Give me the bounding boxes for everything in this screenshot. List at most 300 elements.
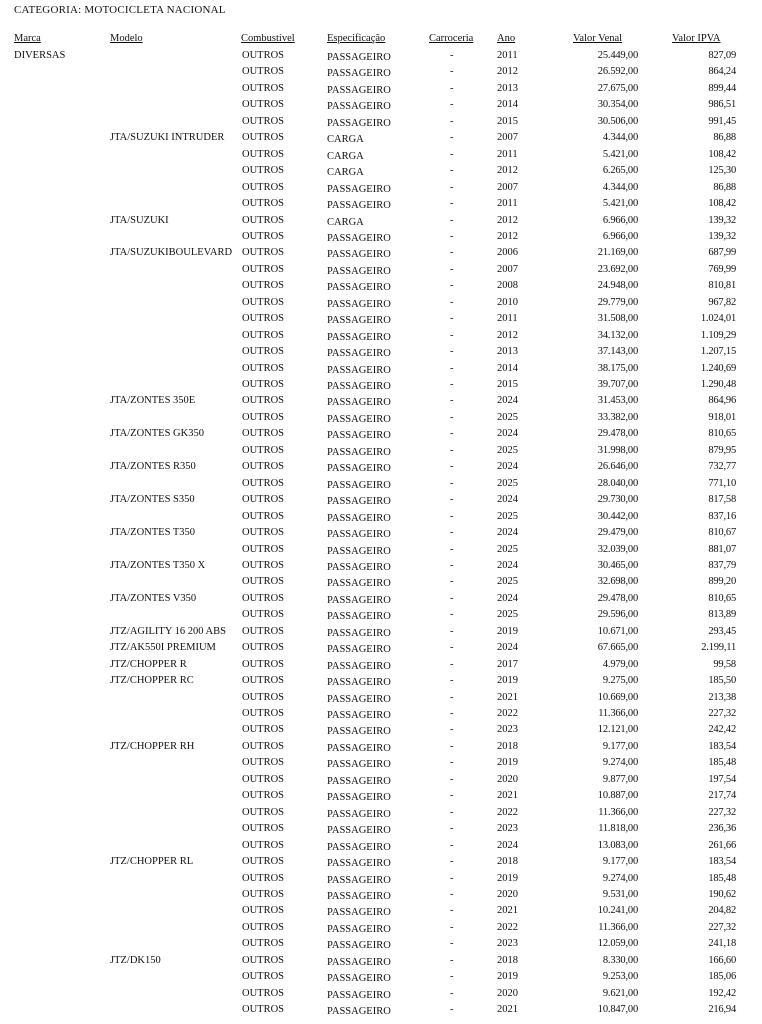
cell-especificacao: PASSAGEIRO (327, 989, 391, 1001)
table-row (0, 116, 762, 133)
cell-carroceria: - (450, 280, 454, 292)
cell-valor-venal: 9.177,00 (602, 856, 638, 868)
cell-ano: 2020 (497, 888, 518, 900)
cell-especificacao: PASSAGEIRO (327, 413, 391, 425)
cell-combustivel: OUTROS (242, 823, 285, 835)
cell-carroceria: - (450, 395, 454, 407)
table-row (0, 873, 762, 890)
cell-modelo: JTA/SUZUKI INTRUDER (110, 132, 225, 144)
cell-especificacao: PASSAGEIRO (327, 710, 391, 721)
cell-valor-venal: 24.948,00 (597, 280, 638, 292)
cell-valor-ipva: 192,42 (708, 987, 736, 999)
cell-especificacao: PASSAGEIRO (327, 561, 391, 573)
cell-valor-venal: 6.966,00 (602, 214, 638, 226)
cell-ano: 2022 (497, 708, 518, 719)
cell-valor-ipva: 967,82 (708, 296, 736, 308)
cell-carroceria: - (450, 888, 454, 900)
table-row (0, 412, 762, 429)
cell-carroceria: - (450, 708, 454, 719)
cell-carroceria: - (450, 115, 454, 127)
cell-combustivel: OUTROS (242, 708, 285, 719)
cell-valor-venal: 32.039,00 (597, 543, 638, 555)
cell-ano: 2013 (497, 346, 518, 358)
cell-ano: 2019 (497, 675, 518, 687)
cell-valor-ipva: 837,16 (708, 510, 736, 522)
table-row (0, 50, 762, 67)
cell-valor-venal: 11.366,00 (598, 806, 638, 818)
cell-modelo: JTZ/AGILITY 16 200 ABS (110, 625, 226, 637)
header-ano: Ano (497, 33, 516, 44)
header-especificacao: Especificação (327, 33, 386, 44)
cell-combustivel: OUTROS (242, 592, 285, 604)
cell-especificacao: PASSAGEIRO (327, 232, 391, 244)
cell-valor-ipva: 108,42 (708, 198, 736, 210)
cell-carroceria: - (450, 477, 454, 489)
cell-ano: 2024 (497, 494, 518, 506)
table-row (0, 379, 762, 396)
cell-valor-venal: 4.344,00 (602, 132, 638, 144)
cell-ano: 2023 (497, 724, 518, 736)
cell-especificacao: PASSAGEIRO (327, 249, 391, 261)
cell-ano: 2012 (497, 230, 518, 242)
cell-combustivel: OUTROS (242, 872, 285, 884)
cell-valor-venal: 39.707,00 (597, 379, 638, 390)
cell-especificacao: PASSAGEIRO (327, 496, 391, 508)
cell-valor-ipva: 227,32 (708, 708, 736, 719)
cell-combustivel: OUTROS (242, 740, 285, 752)
cell-especificacao: CARGA (327, 134, 364, 146)
header-carroceria: Carroceria (429, 33, 474, 44)
cell-carroceria: - (450, 428, 454, 440)
table-row (0, 395, 762, 412)
cell-especificacao: PASSAGEIRO (327, 84, 391, 96)
table-row (0, 593, 762, 610)
cell-valor-venal: 29.478,00 (597, 428, 638, 440)
cell-valor-venal: 4.344,00 (602, 181, 638, 193)
cell-valor-ipva: 241,18 (708, 938, 736, 950)
header-combustivel: Combustível (241, 33, 295, 44)
table-row (0, 297, 762, 314)
cell-ano: 2011 (497, 313, 518, 325)
cell-valor-venal: 9.177,00 (602, 740, 638, 752)
cell-valor-ipva: 197,54 (708, 773, 736, 785)
cell-valor-venal: 30.506,00 (597, 115, 638, 127)
table-row (0, 905, 762, 922)
cell-ano: 2007 (497, 181, 518, 193)
cell-ano: 2018 (497, 740, 518, 752)
cell-valor-venal: 5.421,00 (602, 198, 638, 210)
cell-combustivel: OUTROS (242, 888, 285, 900)
table-row (0, 1004, 762, 1021)
cell-ano: 2012 (497, 66, 518, 78)
cell-valor-venal: 32.698,00 (597, 576, 638, 588)
cell-modelo: JTZ/AK550I PREMIUM (110, 642, 216, 654)
cell-carroceria: - (450, 806, 454, 818)
cell-especificacao: CARGA (327, 150, 364, 162)
cell-valor-ipva: 293,45 (708, 625, 736, 637)
cell-combustivel: OUTROS (242, 115, 285, 127)
cell-especificacao: PASSAGEIRO (327, 512, 391, 524)
cell-especificacao: PASSAGEIRO (327, 298, 391, 310)
cell-carroceria: - (450, 82, 454, 94)
cell-valor-venal: 37.143,00 (597, 346, 638, 358)
cell-carroceria: - (450, 510, 454, 522)
cell-especificacao: PASSAGEIRO (327, 726, 391, 738)
cell-modelo: JTZ/CHOPPER RH (110, 740, 195, 752)
cell-valor-ipva: 1.290,48 (700, 379, 736, 390)
table-row (0, 642, 762, 659)
cell-carroceria: - (450, 379, 454, 390)
cell-especificacao: PASSAGEIRO (327, 529, 391, 541)
cell-combustivel: OUTROS (242, 263, 285, 275)
cell-carroceria: - (450, 691, 454, 703)
cell-ano: 2007 (497, 132, 518, 144)
cell-ano: 2008 (497, 280, 518, 292)
cell-valor-venal: 5.421,00 (602, 148, 638, 160)
cell-especificacao: PASSAGEIRO (327, 660, 391, 672)
cell-valor-ipva: 899,44 (708, 82, 736, 94)
cell-valor-ipva: 813,89 (708, 609, 736, 621)
table-row (0, 66, 762, 83)
cell-especificacao: PASSAGEIRO (327, 627, 391, 639)
cell-carroceria: - (450, 856, 454, 868)
cell-ano: 2021 (497, 691, 518, 703)
table-row (0, 428, 762, 445)
cell-carroceria: - (450, 592, 454, 604)
cell-valor-venal: 30.465,00 (597, 559, 638, 571)
cell-especificacao: PASSAGEIRO (327, 973, 391, 985)
table-row (0, 955, 762, 972)
cell-carroceria: - (450, 247, 454, 259)
table-row (0, 132, 762, 149)
cell-valor-venal: 13.083,00 (597, 839, 638, 851)
cell-combustivel: OUTROS (242, 181, 285, 193)
cell-combustivel: OUTROS (242, 510, 285, 522)
table-row (0, 313, 762, 330)
cell-valor-venal: 28.040,00 (597, 477, 638, 489)
table-row (0, 544, 762, 561)
table-row (0, 708, 762, 725)
cell-combustivel: OUTROS (242, 296, 285, 308)
table-row (0, 231, 762, 248)
cell-combustivel: OUTROS (242, 411, 285, 423)
cell-combustivel: OUTROS (242, 790, 285, 802)
cell-especificacao: PASSAGEIRO (327, 282, 391, 294)
cell-ano: 2012 (497, 329, 518, 341)
cell-combustivel: OUTROS (242, 148, 285, 160)
cell-ano: 2023 (497, 938, 518, 950)
cell-ano: 2024 (497, 839, 518, 851)
cell-ano: 2006 (497, 247, 518, 259)
cell-valor-ipva: 139,32 (708, 214, 736, 226)
cell-valor-ipva: 99,58 (713, 658, 736, 670)
cell-combustivel: OUTROS (242, 987, 285, 999)
cell-valor-ipva: 185,48 (708, 757, 736, 769)
cell-valor-ipva: 2.199,11 (701, 642, 736, 654)
cell-combustivel: OUTROS (242, 313, 285, 325)
cell-modelo: JTA/ZONTES V350 (110, 592, 197, 604)
cell-combustivel: OUTROS (242, 494, 285, 506)
cell-valor-ipva: 1.024,01 (700, 313, 736, 325)
cell-valor-ipva: 827,09 (708, 50, 736, 61)
cell-valor-venal: 8.330,00 (602, 954, 638, 966)
cell-valor-venal: 21.169,00 (597, 247, 638, 259)
cell-valor-ipva: 837,79 (708, 559, 736, 571)
cell-valor-ipva: 991,45 (708, 115, 736, 127)
cell-carroceria: - (450, 987, 454, 999)
table-row (0, 626, 762, 643)
cell-ano: 2012 (497, 165, 518, 177)
cell-modelo: JTA/ZONTES T350 (110, 527, 196, 539)
table-row (0, 741, 762, 758)
cell-combustivel: OUTROS (242, 625, 285, 637)
cell-especificacao: PASSAGEIRO (327, 101, 391, 113)
cell-especificacao: PASSAGEIRO (327, 677, 391, 689)
cell-carroceria: - (450, 50, 454, 61)
cell-valor-ipva: 810,67 (708, 527, 736, 539)
cell-carroceria: - (450, 66, 454, 78)
cell-especificacao: PASSAGEIRO (327, 940, 391, 952)
cell-combustivel: OUTROS (242, 675, 285, 687)
cell-especificacao: PASSAGEIRO (327, 858, 391, 870)
cell-combustivel: OUTROS (242, 773, 285, 785)
table-row (0, 790, 762, 807)
cell-modelo: JTA/ZONTES T350 X (110, 559, 206, 571)
cell-especificacao: PASSAGEIRO (327, 775, 391, 787)
cell-combustivel: OUTROS (242, 329, 285, 341)
cell-combustivel: OUTROS (242, 82, 285, 94)
table-row (0, 971, 762, 988)
cell-ano: 2024 (497, 592, 518, 604)
cell-ano: 2022 (497, 806, 518, 818)
cell-ano: 2007 (497, 263, 518, 275)
cell-especificacao: PASSAGEIRO (327, 841, 391, 853)
cell-valor-ipva: 183,54 (708, 740, 736, 752)
cell-especificacao: PASSAGEIRO (327, 923, 391, 935)
cell-ano: 2025 (497, 411, 518, 423)
cell-especificacao: PASSAGEIRO (327, 759, 391, 771)
cell-marca: DIVERSAS (14, 50, 66, 61)
table-row (0, 264, 762, 281)
table-row (0, 609, 762, 626)
cell-especificacao: PASSAGEIRO (327, 907, 391, 919)
cell-valor-ipva: 125,30 (708, 165, 736, 177)
cell-valor-venal: 11.366,00 (598, 921, 638, 933)
cell-especificacao: PASSAGEIRO (327, 183, 391, 195)
table-row (0, 330, 762, 347)
cell-carroceria: - (450, 642, 454, 654)
cell-ano: 2015 (497, 115, 518, 127)
cell-carroceria: - (450, 740, 454, 752)
cell-combustivel: OUTROS (242, 609, 285, 621)
header-valor-venal: Valor Venal (573, 33, 623, 44)
cell-valor-venal: 29.478,00 (597, 592, 638, 604)
cell-especificacao: PASSAGEIRO (327, 348, 391, 360)
cell-carroceria: - (450, 823, 454, 835)
table-row (0, 149, 762, 166)
cell-especificacao: PASSAGEIRO (327, 611, 391, 623)
cell-combustivel: OUTROS (242, 379, 285, 390)
cell-especificacao: PASSAGEIRO (327, 117, 391, 129)
table-row (0, 280, 762, 297)
table-row (0, 247, 762, 264)
cell-especificacao: PASSAGEIRO (327, 315, 391, 327)
cell-valor-venal: 29.479,00 (597, 527, 638, 539)
cell-valor-ipva: 108,42 (708, 148, 736, 160)
cell-carroceria: - (450, 132, 454, 144)
cell-especificacao: PASSAGEIRO (327, 578, 391, 590)
cell-ano: 2019 (497, 971, 518, 983)
cell-valor-venal: 6.966,00 (602, 230, 638, 242)
cell-carroceria: - (450, 230, 454, 242)
cell-valor-ipva: 242,42 (708, 724, 736, 736)
cell-valor-ipva: 1.240,69 (700, 362, 736, 374)
cell-ano: 2020 (497, 773, 518, 785)
cell-valor-ipva: 1.207,15 (700, 346, 736, 358)
cell-carroceria: - (450, 790, 454, 802)
cell-valor-venal: 11.818,00 (598, 823, 638, 835)
cell-carroceria: - (450, 971, 454, 983)
table-row (0, 83, 762, 100)
cell-especificacao: PASSAGEIRO (327, 463, 391, 475)
cell-especificacao: PASSAGEIRO (327, 808, 391, 820)
table-row (0, 988, 762, 1005)
cell-especificacao: CARGA (327, 167, 364, 179)
cell-valor-venal: 10.241,00 (597, 905, 638, 917)
cell-carroceria: - (450, 559, 454, 571)
cell-especificacao: PASSAGEIRO (327, 874, 391, 886)
cell-valor-ipva: 183,54 (708, 856, 736, 868)
cell-ano: 2025 (497, 609, 518, 621)
cell-ano: 2012 (497, 214, 518, 226)
cell-valor-venal: 34.132,00 (597, 329, 638, 341)
cell-combustivel: OUTROS (242, 757, 285, 769)
table-row (0, 511, 762, 528)
header-valor-ipva: Valor IPVA (672, 33, 721, 44)
cell-combustivel: OUTROS (242, 559, 285, 571)
cell-ano: 2024 (497, 428, 518, 440)
cell-especificacao: PASSAGEIRO (327, 381, 391, 392)
cell-carroceria: - (450, 675, 454, 687)
cell-valor-venal: 29.596,00 (597, 609, 638, 621)
table-row (0, 363, 762, 380)
cell-especificacao: CARGA (327, 216, 364, 228)
cell-ano: 2021 (497, 790, 518, 802)
cell-valor-ipva: 864,96 (708, 395, 736, 407)
cell-valor-venal: 11.366,00 (598, 708, 638, 719)
cell-carroceria: - (450, 839, 454, 851)
cell-carroceria: - (450, 757, 454, 769)
table-row (0, 527, 762, 544)
cell-valor-venal: 4.979,00 (602, 658, 638, 670)
cell-valor-ipva: 732,77 (708, 461, 736, 473)
cell-valor-venal: 9.621,00 (602, 987, 638, 999)
cell-carroceria: - (450, 921, 454, 933)
cell-ano: 2024 (497, 527, 518, 539)
cell-valor-ipva: 236,36 (708, 823, 736, 835)
cell-carroceria: - (450, 214, 454, 226)
cell-combustivel: OUTROS (242, 954, 285, 966)
cell-valor-venal: 31.453,00 (597, 395, 638, 407)
table-row (0, 757, 762, 774)
cell-carroceria: - (450, 527, 454, 539)
cell-valor-venal: 12.059,00 (597, 938, 638, 950)
cell-especificacao: PASSAGEIRO (327, 52, 391, 63)
cell-ano: 2011 (497, 50, 518, 61)
cell-combustivel: OUTROS (242, 50, 285, 61)
cell-valor-ipva: 817,58 (708, 494, 736, 506)
cell-valor-venal: 9.275,00 (602, 675, 638, 687)
cell-valor-ipva: 810,81 (708, 280, 736, 292)
cell-carroceria: - (450, 938, 454, 950)
table-row (0, 198, 762, 215)
cell-carroceria: - (450, 411, 454, 423)
table-row (0, 774, 762, 791)
cell-ano: 2024 (497, 642, 518, 654)
header-marca: Marca (14, 33, 41, 44)
cell-valor-venal: 33.382,00 (597, 411, 638, 423)
cell-valor-ipva: 86,88 (713, 132, 736, 144)
cell-modelo: JTZ/DK150 (110, 954, 161, 966)
cell-carroceria: - (450, 362, 454, 374)
table-row (0, 856, 762, 873)
cell-ano: 2018 (497, 954, 518, 966)
cell-carroceria: - (450, 658, 454, 670)
cell-valor-ipva: 204,82 (708, 905, 736, 917)
table-row (0, 659, 762, 676)
cell-combustivel: OUTROS (242, 66, 285, 78)
cell-carroceria: - (450, 165, 454, 177)
cell-carroceria: - (450, 296, 454, 308)
cell-combustivel: OUTROS (242, 428, 285, 440)
cell-especificacao: PASSAGEIRO (327, 364, 391, 376)
cell-carroceria: - (450, 99, 454, 111)
cell-combustivel: OUTROS (242, 198, 285, 210)
table-row (0, 560, 762, 577)
table-row (0, 823, 762, 840)
cell-ano: 2011 (497, 148, 518, 160)
table-row (0, 922, 762, 939)
cell-valor-venal: 12.121,00 (597, 724, 638, 736)
cell-combustivel: OUTROS (242, 461, 285, 473)
table-row (0, 494, 762, 511)
cell-combustivel: OUTROS (242, 165, 285, 177)
cell-valor-ipva: 1.109,29 (700, 329, 736, 341)
cell-ano: 2019 (497, 757, 518, 769)
cell-especificacao: PASSAGEIRO (327, 792, 391, 804)
cell-especificacao: PASSAGEIRO (327, 890, 391, 902)
cell-valor-venal: 23.692,00 (597, 263, 638, 275)
cell-valor-venal: 9.253,00 (602, 971, 638, 983)
cell-modelo: JTA/ZONTES S350 (110, 494, 195, 506)
cell-especificacao: PASSAGEIRO (327, 545, 391, 557)
cell-valor-venal: 10.669,00 (597, 691, 638, 703)
cell-carroceria: - (450, 724, 454, 736)
cell-especificacao: PASSAGEIRO (327, 825, 391, 837)
cell-especificacao: PASSAGEIRO (327, 1006, 391, 1018)
cell-valor-venal: 10.887,00 (597, 790, 638, 802)
cell-combustivel: OUTROS (242, 938, 285, 950)
cell-valor-ipva: 216,94 (708, 1004, 736, 1016)
cell-carroceria: - (450, 346, 454, 358)
cell-especificacao: PASSAGEIRO (327, 956, 391, 968)
cell-combustivel: OUTROS (242, 543, 285, 555)
cell-valor-ipva: 864,24 (708, 66, 736, 78)
cell-ano: 2025 (497, 477, 518, 489)
cell-carroceria: - (450, 461, 454, 473)
cell-especificacao: PASSAGEIRO (327, 742, 391, 754)
cell-carroceria: - (450, 773, 454, 785)
